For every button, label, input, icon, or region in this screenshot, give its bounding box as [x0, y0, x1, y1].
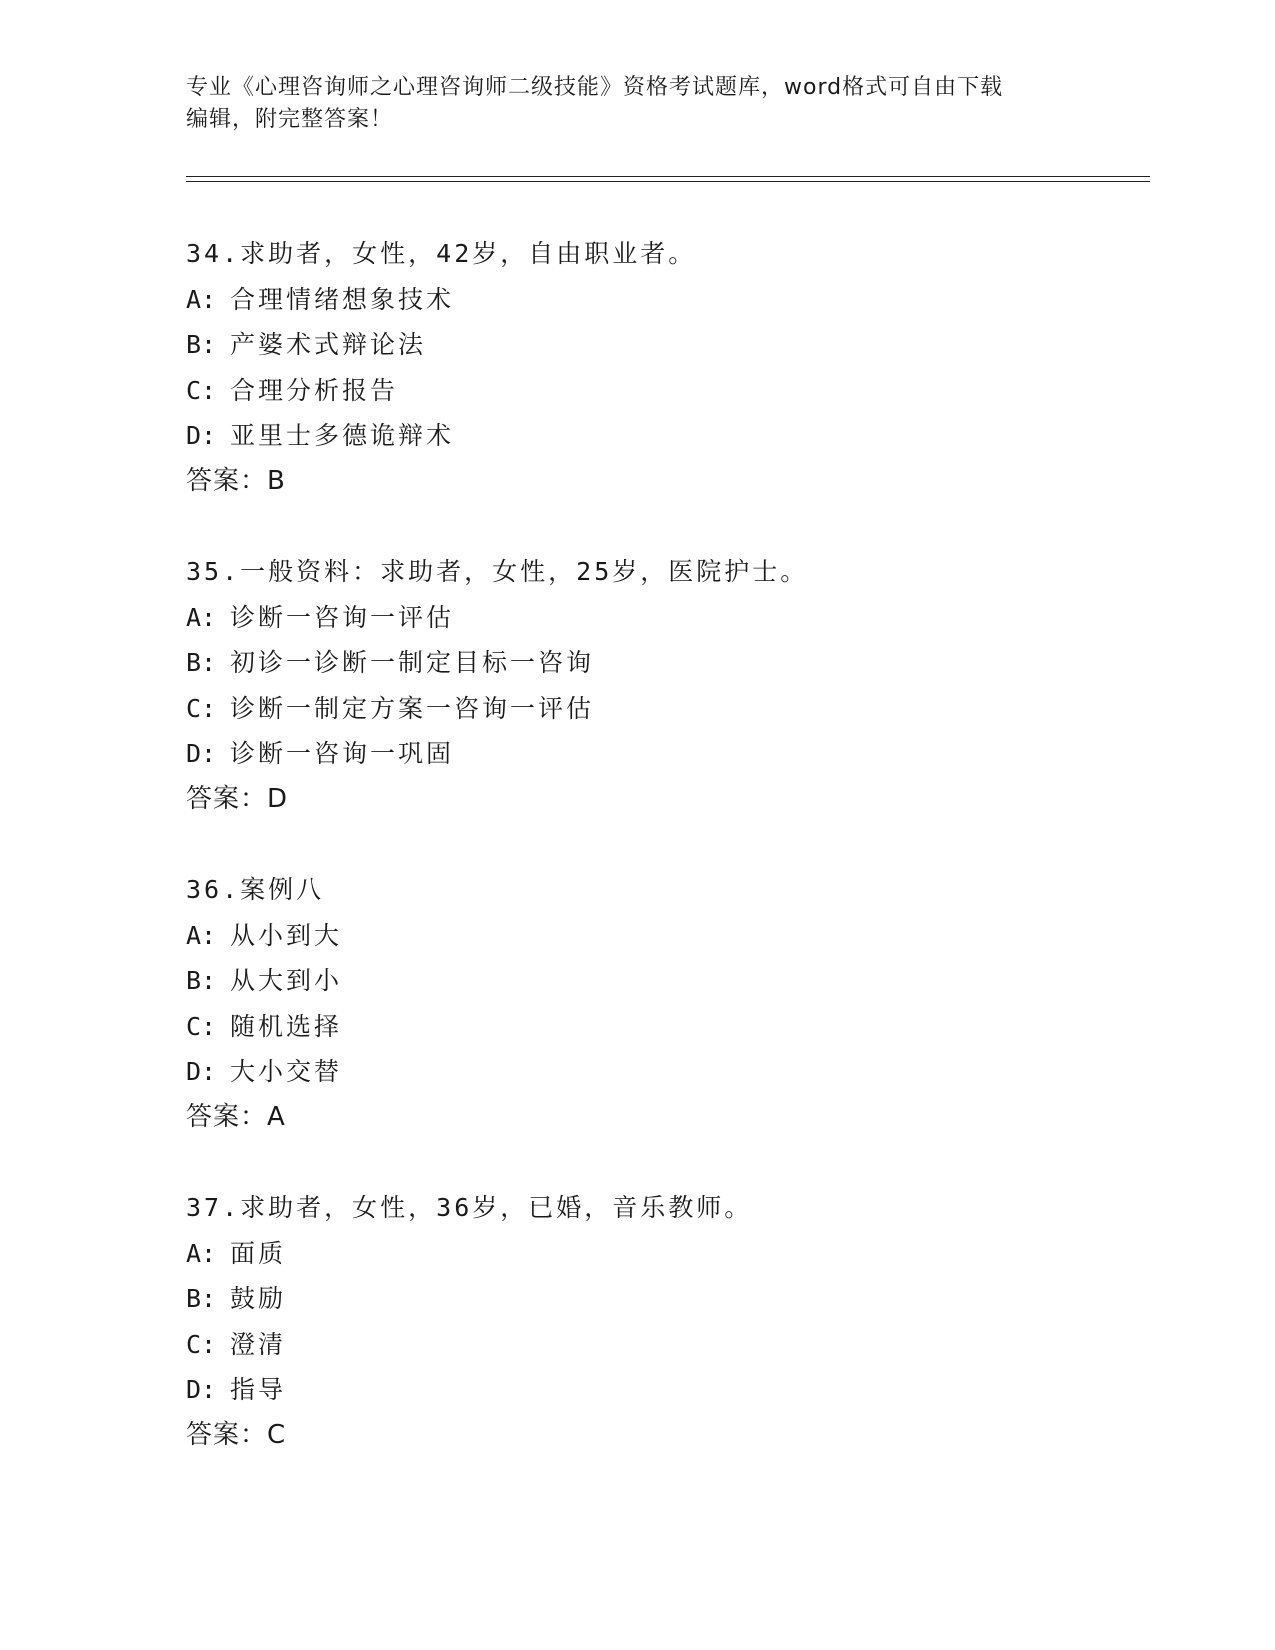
answer-line: 答案：D	[186, 783, 289, 814]
option-b	[186, 322, 1086, 368]
question-36	[186, 867, 1086, 1140]
option-text: 合理情绪想象技术	[230, 284, 455, 314]
question-stem: 36.案例八	[186, 875, 325, 904]
header-line-1: 专业《心理咨询师之心理咨询师二级技能》资格考试题库，word格式可自由下载	[186, 75, 1004, 100]
option-label: D:	[186, 1375, 217, 1404]
option-a	[186, 277, 1086, 323]
option-text: 随机选择	[230, 1011, 343, 1041]
option-text: 指导	[230, 1375, 287, 1404]
document-header	[186, 72, 1086, 136]
option-label: D:	[186, 739, 217, 768]
option-text: 诊断一制定方案一咨询一评估	[230, 693, 595, 723]
answer-line: 答案：B	[186, 465, 286, 496]
option-text: 亚里士多德诡辩术	[230, 421, 455, 450]
question-stem: 34.求助者，女性，42岁，自由职业者。	[186, 239, 697, 268]
option-c	[186, 368, 1086, 414]
option-text: 初诊一诊断一制定目标一咨询	[230, 648, 595, 677]
header-divider-bottom	[186, 181, 1150, 182]
option-label: A:	[186, 284, 217, 314]
question-34	[186, 231, 1086, 504]
option-label: B:	[186, 966, 217, 995]
option-d	[186, 1049, 1086, 1095]
option-label: C:	[186, 1329, 217, 1359]
option-a	[186, 595, 1086, 641]
option-c	[186, 686, 1086, 732]
option-text: 面质	[230, 1238, 287, 1268]
question-stem: 35.一般资料：求助者，女性，25岁，医院护士。	[186, 557, 809, 586]
option-label: A:	[186, 1238, 217, 1268]
option-label: D:	[186, 1057, 217, 1086]
option-b	[186, 640, 1086, 686]
option-label: B:	[186, 1284, 217, 1313]
option-text: 澄清	[230, 1329, 287, 1359]
option-label: A:	[186, 920, 217, 950]
option-label: D:	[186, 421, 217, 450]
option-text: 合理分析报告	[230, 375, 399, 405]
option-label: A:	[186, 602, 217, 632]
option-label: C:	[186, 375, 217, 405]
option-label: C:	[186, 693, 217, 723]
question-35	[186, 549, 1086, 822]
option-d	[186, 1367, 1086, 1413]
option-b	[186, 958, 1086, 1004]
option-text: 大小交替	[230, 1057, 343, 1086]
option-text: 从大到小	[230, 966, 343, 995]
option-d	[186, 413, 1086, 459]
option-a	[186, 913, 1086, 959]
answer-line: 答案：C	[186, 1419, 287, 1450]
question-stem: 37.求助者，女性，36岁，已婚，音乐教师。	[186, 1193, 753, 1222]
option-label: B:	[186, 330, 217, 359]
option-b	[186, 1276, 1086, 1322]
option-text: 产婆术式辩论法	[230, 330, 427, 359]
option-text: 诊断一咨询一评估	[230, 602, 455, 632]
option-d	[186, 731, 1086, 777]
option-c	[186, 1322, 1086, 1368]
option-label: B:	[186, 648, 217, 677]
header-line-2: 编辑，附完整答案！	[186, 107, 394, 132]
header-divider-top	[186, 176, 1150, 177]
option-a	[186, 1231, 1086, 1277]
option-text: 诊断一咨询一巩固	[230, 739, 455, 768]
option-c	[186, 1004, 1086, 1050]
option-text: 从小到大	[230, 920, 343, 950]
answer-line: 答案：A	[186, 1101, 286, 1132]
question-37	[186, 1185, 1086, 1458]
option-label: C:	[186, 1011, 217, 1041]
option-text: 鼓励	[230, 1284, 287, 1313]
